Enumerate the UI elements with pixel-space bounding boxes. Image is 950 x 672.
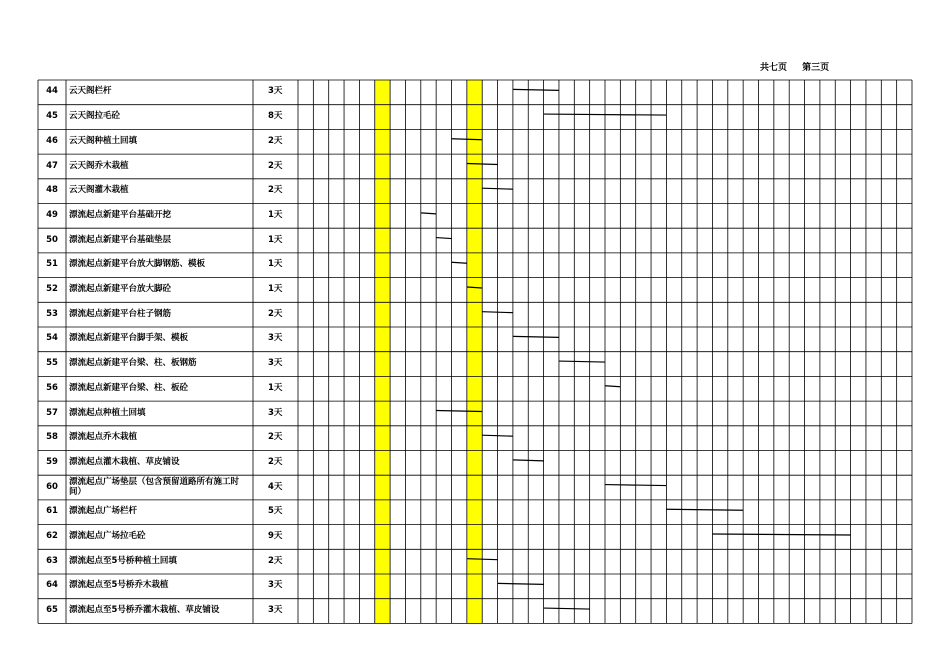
task-number: 47: [46, 160, 58, 171]
task-number: 48: [46, 185, 58, 196]
task-duration: 1天: [268, 234, 283, 245]
gantt-bar: [482, 312, 513, 313]
task-name: 漂流起点至5号桥乔木栽植: [69, 580, 169, 591]
total-pages: 共七页: [760, 63, 788, 73]
gantt-bar: [482, 435, 513, 436]
task-number: 50: [46, 234, 58, 245]
gantt-bar: [605, 386, 620, 387]
task-number: 46: [46, 135, 58, 146]
task-name: 漂流起点广场拉毛砼: [69, 531, 146, 542]
task-duration: 9天: [268, 531, 283, 542]
task-duration: 2天: [268, 135, 283, 146]
gantt-bar: [544, 114, 667, 115]
task-name: 漂流起点新建平台柱子钢筋: [69, 308, 172, 319]
task-number: 64: [46, 580, 58, 591]
task-name: 漂流起点广场垫层（包含预留道路所有施工时间）: [69, 476, 240, 497]
task-name: 漂流起点新建平台放大脚钢筋、模板: [69, 259, 206, 270]
task-name: 漂流起点新建平台脚手架、模板: [69, 333, 189, 344]
task-name: 漂流起点至5号桥乔灌木栽植、草皮铺设: [69, 605, 220, 616]
task-name: 漂流起点新建平台基础开挖: [69, 209, 172, 220]
task-number: 55: [46, 358, 58, 369]
task-duration: 5天: [268, 506, 283, 517]
gantt-bar: [513, 460, 544, 461]
task-number: 52: [46, 284, 58, 295]
task-duration: 3天: [268, 580, 283, 591]
task-name: 云天阁种植土回填: [69, 135, 138, 146]
task-number: 54: [46, 333, 58, 344]
task-duration: 2天: [268, 555, 283, 566]
task-duration: 1天: [268, 382, 283, 393]
gantt-bar: [666, 509, 743, 510]
task-duration: 3天: [268, 605, 283, 616]
task-number: 63: [46, 555, 58, 566]
current-page: 第三页: [802, 63, 830, 73]
gantt-bar: [513, 89, 559, 90]
task-duration: 3天: [268, 358, 283, 369]
task-number: 44: [46, 86, 58, 97]
task-number: 49: [46, 209, 58, 220]
gantt-bar: [482, 188, 513, 189]
task-name: 漂流起点至5号桥种植土回填: [69, 555, 177, 566]
task-duration: 2天: [268, 456, 283, 467]
task-number: 56: [46, 382, 58, 393]
task-duration: 3天: [268, 333, 283, 344]
task-duration: 2天: [268, 185, 283, 196]
task-name: 云天阁拉毛砼: [69, 111, 121, 122]
gantt-bar: [544, 608, 590, 609]
task-name: 漂流起点新建平台梁、柱、板钢筋: [69, 358, 197, 369]
task-name: 漂流起点广场栏杆: [69, 506, 138, 517]
task-number: 58: [46, 432, 58, 443]
task-duration: 4天: [268, 481, 283, 492]
task-name: 云天阁乔木栽植: [69, 160, 129, 171]
task-duration: 1天: [268, 209, 283, 220]
task-number: 45: [46, 111, 58, 122]
task-duration: 2天: [268, 160, 283, 171]
gantt-bar: [513, 336, 559, 337]
task-name: 漂流起点种植土回填: [69, 407, 146, 418]
task-number: 53: [46, 308, 58, 319]
task-duration: 8天: [268, 111, 283, 122]
task-name: 云天阁栏杆: [69, 86, 112, 97]
task-number: 65: [46, 605, 58, 616]
task-duration: 2天: [268, 308, 283, 319]
gantt-bar: [421, 213, 436, 214]
gantt-bar: [452, 262, 467, 263]
task-number: 61: [46, 506, 58, 517]
task-duration: 1天: [268, 259, 283, 270]
task-duration: 2天: [268, 432, 283, 443]
task-duration: 1天: [268, 284, 283, 295]
gantt-bar: [605, 485, 666, 486]
task-name: 云天阁灌木栽植: [69, 185, 129, 196]
gantt-bar: [436, 238, 451, 239]
task-number: 60: [46, 481, 58, 492]
gantt-bar: [559, 361, 605, 362]
gantt-bar: [498, 583, 544, 584]
task-name: 漂流起点新建平台放大脚砼: [69, 284, 172, 295]
task-number: 57: [46, 407, 58, 418]
task-name: 漂流起点乔木栽植: [69, 432, 138, 443]
task-number: 62: [46, 531, 58, 542]
task-duration: 3天: [268, 407, 283, 418]
task-name: 漂流起点新建平台基础垫层: [69, 234, 172, 245]
task-number: 59: [46, 456, 58, 467]
task-name: 漂流起点新建平台梁、柱、板砼: [69, 382, 189, 393]
task-name: 漂流起点灌木栽植、草皮铺设: [69, 456, 180, 467]
gantt-bar: [712, 534, 850, 535]
task-number: 51: [46, 259, 58, 270]
task-duration: 3天: [268, 86, 283, 97]
